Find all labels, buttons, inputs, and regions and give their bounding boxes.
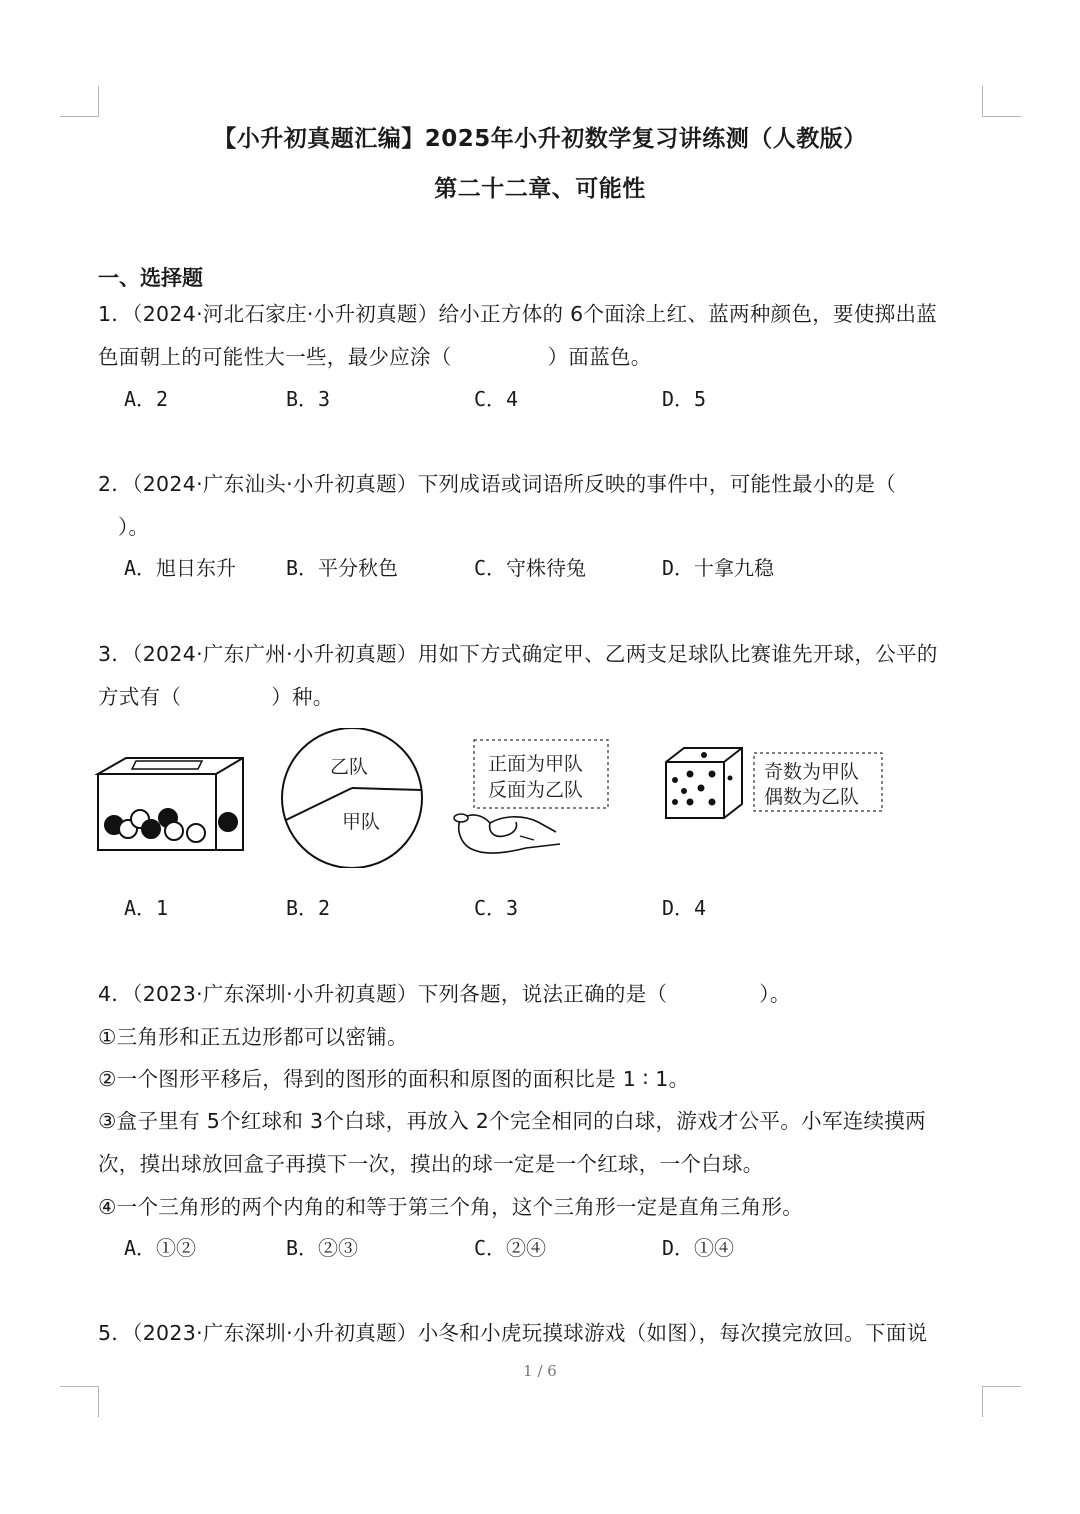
q4-statement-3-line2: 次，摸出球放回盒子再摸下一次，摸出的球一定是一个红球，一个白球。 (98, 1152, 764, 1176)
q4-statement-4: ④一个三角形的两个内角的和等于第三个角，这个三角形一定是直角三角形。 (98, 1195, 804, 1219)
crop-mark-top-left (60, 86, 99, 117)
document-title: 【小升初真题汇编】2025年小升初数学复习讲练测（人教版） (213, 126, 867, 152)
q3-figure (90, 728, 910, 868)
q3-option-a: A．1 (124, 896, 169, 920)
q3-text-before-blank: 方式有（ (98, 685, 182, 709)
page-number: 1 / 6 (523, 1362, 557, 1380)
q4-statement-2: ②一个图形平移后，得到的图形的面积和原图的面积比是 1 ∶ 1。 (98, 1067, 690, 1091)
q4-option-c: C．②④ (474, 1236, 547, 1260)
q2-option-d: D．十拿九稳 (662, 556, 775, 580)
q1-text-line2 (98, 340, 652, 370)
q1-option-b: B．3 (286, 387, 331, 411)
q1-option-d: D．5 (662, 387, 707, 411)
q4-text-line1 (98, 977, 791, 1007)
q3-text-after-blank: ）种。 (271, 685, 334, 709)
spinner-label-top: 乙队 (330, 756, 369, 778)
crop-mark-bottom-left (60, 1386, 99, 1417)
ball-box-illustration (98, 758, 243, 850)
q4-option-d: D．①④ (662, 1236, 735, 1260)
q1-text-line1: 1．（2024·河北石家庄·小升初真题）给小正方体的 6个面涂上红、蓝两种颜色，要使掷出蓝 (98, 302, 938, 326)
dice-label-line1: 奇数为甲队 (764, 761, 860, 783)
q1-text-before-blank: 色面朝上的可能性大一些，最少应涂（ (98, 345, 452, 369)
chapter-title: 第二十二章、可能性 (434, 176, 646, 202)
dice-label-line2: 偶数为乙队 (764, 786, 860, 808)
q2-text-line2: ）。 (118, 515, 150, 539)
q2-option-c: C．守株待兔 (474, 556, 587, 580)
q3-option-c: C．3 (474, 896, 519, 920)
section-heading: 一、选择题 (98, 266, 203, 290)
coin-flip-illustration (454, 740, 608, 853)
q4-option-b: B．②③ (286, 1236, 359, 1260)
spinner-label-bottom: 甲队 (342, 811, 381, 833)
q3-text-line2 (98, 680, 334, 710)
crop-mark-bottom-right (982, 1386, 1021, 1417)
dice-illustration (666, 748, 882, 818)
q1-text-after-blank: ）面蓝色。 (547, 345, 652, 369)
q2-text-line1: 2．（2024·广东汕头·小升初真题）下列成语或词语所反映的事件中，可能性最小的是（ (98, 472, 897, 496)
coin-label-line2: 反面为乙队 (488, 779, 584, 801)
crop-mark-top-right (982, 86, 1021, 117)
q4-statement-1: ①三角形和正五边形都可以密铺。 (98, 1025, 408, 1049)
q3-text-line1: 3．（2024·广东广州·小升初真题）用如下方式确定甲、乙两支足球队比赛谁先开球，公平的 (98, 642, 938, 666)
q5-text-line1: 5．（2023·广东深圳·小升初真题）小冬和小虎玩摸球游戏（如图），每次摸完放回。下面说 (98, 1321, 928, 1345)
q2-option-b: B．平分秋色 (286, 556, 399, 580)
q4-statement-3-line1: ③盒子里有 5个红球和 3个白球，再放入 2个完全相同的白球，游戏才公平。小军连续摸两 (98, 1109, 926, 1133)
q2-option-a: A．旭日东升 (124, 556, 237, 580)
q3-option-d: D．4 (662, 896, 707, 920)
q4-text-after-blank: ）。 (759, 982, 791, 1006)
coin-label-line1: 正面为甲队 (488, 753, 584, 775)
q1-option-a: A．2 (124, 387, 169, 411)
spinner-illustration (282, 728, 422, 868)
q4-text-before-blank: 4．（2023·广东深圳·小升初真题）下列各题，说法正确的是（ (98, 982, 668, 1006)
q1-option-c: C．4 (474, 387, 519, 411)
q3-option-b: B．2 (286, 896, 331, 920)
q4-option-a: A．①② (124, 1236, 197, 1260)
